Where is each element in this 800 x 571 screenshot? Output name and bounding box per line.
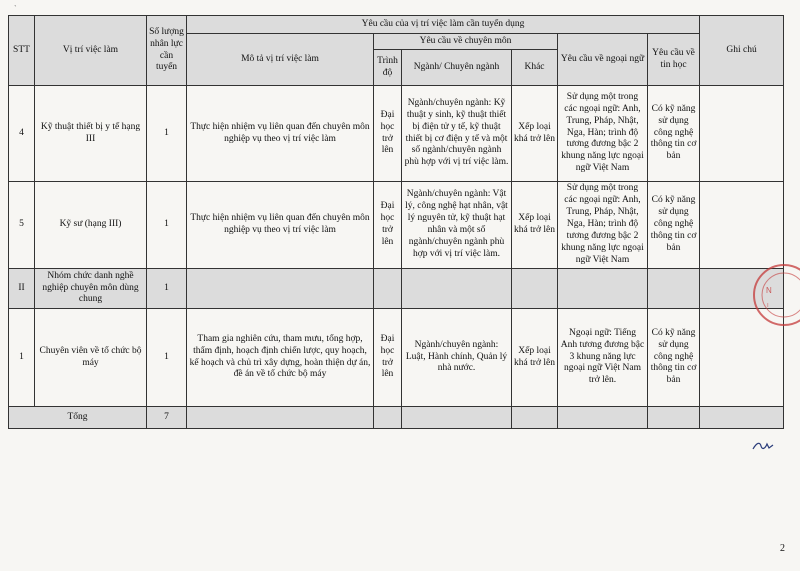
scan-mark: ˋ	[14, 4, 17, 13]
header-mo-ta: Mô tả vị trí việc làm	[187, 34, 374, 86]
svg-text:N: N	[766, 286, 772, 295]
header-chuyen-mon: Yêu cầu về chuyên môn	[374, 34, 558, 50]
row-khac: Xếp loại khá trở lên	[512, 309, 558, 407]
header-vi-tri: Vị trí việc làm	[35, 16, 147, 86]
group-row	[9, 269, 784, 309]
recruitment-table	[8, 15, 784, 429]
row-ngoai-ngu: Sử dụng một trong các ngoại ngữ: Anh, Trung, Pháp, Nhật, Nga, Hàn; trình độ tương đương bậc 2 khung năng lực ngoại ngữ Việt Nam	[558, 86, 648, 182]
row-so-luong: 1	[147, 86, 187, 182]
row-vi-tri: Kỹ sư (hạng III)	[35, 182, 147, 269]
row-mo-ta: Tham gia nghiên cứu, tham mưu, tổng hợp, thẩm định, hoạch định chiến lược, quy hoạch, kế hoạch và chủ trì xây dựng, hoàn thiện dự án, đề án về tổ chức bộ máy	[187, 309, 374, 407]
table-row	[9, 182, 784, 269]
total-row	[9, 407, 784, 429]
header-ngoai-ngu: Yêu cầu về ngoại ngữ	[558, 34, 648, 86]
table-row	[9, 86, 784, 182]
total-label: Tổng	[9, 407, 147, 429]
row-mo-ta: Thực hiện nhiệm vụ liên quan đến chuyên môn nghiệp vụ theo vị trí việc làm	[187, 86, 374, 182]
row-trinh-do: Đại học trở lên	[374, 86, 402, 182]
row-stt: 5	[9, 182, 35, 269]
initials-signature	[752, 440, 774, 452]
row-mo-ta: Thực hiện nhiệm vụ liên quan đến chuyên môn nghiệp vụ theo vị trí việc làm	[187, 182, 374, 269]
group-name: Nhóm chức danh nghề nghiệp chuyên môn dùng chung	[35, 269, 147, 309]
header-yeu-cau: Yêu cầu của vị trí việc làm cần tuyển dụng	[187, 16, 700, 34]
row-khac: Xếp loại khá trở lên	[512, 182, 558, 269]
official-stamp	[744, 257, 800, 333]
table-row	[9, 309, 784, 407]
row-so-luong: 1	[147, 182, 187, 269]
header-stt: STT	[9, 16, 35, 86]
row-khac: Xếp loại khá trở lên	[512, 86, 558, 182]
row-nganh: Ngành/chuyên ngành: Luật, Hành chính, Quản lý nhà nước.	[402, 309, 512, 407]
row-tin-hoc: Có kỹ năng sử dụng công nghệ thông tin cơ bản	[648, 309, 700, 407]
row-trinh-do: Đại học trở lên	[374, 309, 402, 407]
row-nganh: Ngành/chuyên ngành: Kỹ thuật y sinh, kỹ thuật thiết bị điện tử y tế, kỹ thuật thiết bị cơ điện y tế và một số ngành/chuyên ngành phù hợp với vị trí việc làm.	[402, 86, 512, 182]
header-nganh: Ngành/ Chuyên ngành	[402, 50, 512, 86]
row-stt: 4	[9, 86, 35, 182]
row-ghi-chu	[700, 182, 784, 269]
row-ngoai-ngu: Ngoại ngữ: Tiếng Anh tương đương bậc 3 khung năng lực ngoại ngữ Việt Nam trở lên.	[558, 309, 648, 407]
row-ghi-chu	[700, 86, 784, 182]
row-tin-hoc: Có kỹ năng sử dụng công nghệ thông tin cơ bản	[648, 182, 700, 269]
header-tin-hoc: Yêu cầu về tin học	[648, 34, 700, 86]
svg-text:T: T	[766, 303, 770, 309]
row-stt: 1	[9, 309, 35, 407]
header-khac: Khác	[512, 50, 558, 86]
row-vi-tri: Kỹ thuật thiết bị y tế hạng III	[35, 86, 147, 182]
row-nganh: Ngành/chuyên ngành: Vật lý, công nghệ hạt nhân, vật lý nguyên tử, kỹ thuật hạt nhân và một số ngành/chuyên ngành phù hợp với vị trí việc làm.	[402, 182, 512, 269]
group-stt: II	[9, 269, 35, 309]
group-so-luong: 1	[147, 269, 187, 309]
row-so-luong: 1	[147, 309, 187, 407]
total-value: 7	[147, 407, 187, 429]
row-ngoai-ngu: Sử dụng một trong các ngoại ngữ: Anh, Trung, Pháp, Nhật, Nga, Hàn; trình độ tương đương bậc 2 khung năng lực ngoại ngữ Việt Nam	[558, 182, 648, 269]
header-so-luong: Số lượng nhân lực cần tuyển	[147, 16, 187, 86]
row-trinh-do: Đại học trở lên	[374, 182, 402, 269]
row-vi-tri: Chuyên viên về tổ chức bộ máy	[35, 309, 147, 407]
header-ghi-chu: Ghi chú	[700, 16, 784, 86]
header-trinh-do: Trình độ	[374, 50, 402, 86]
page-number: 2	[780, 543, 785, 554]
row-tin-hoc: Có kỹ năng sử dụng công nghệ thông tin cơ bản	[648, 86, 700, 182]
